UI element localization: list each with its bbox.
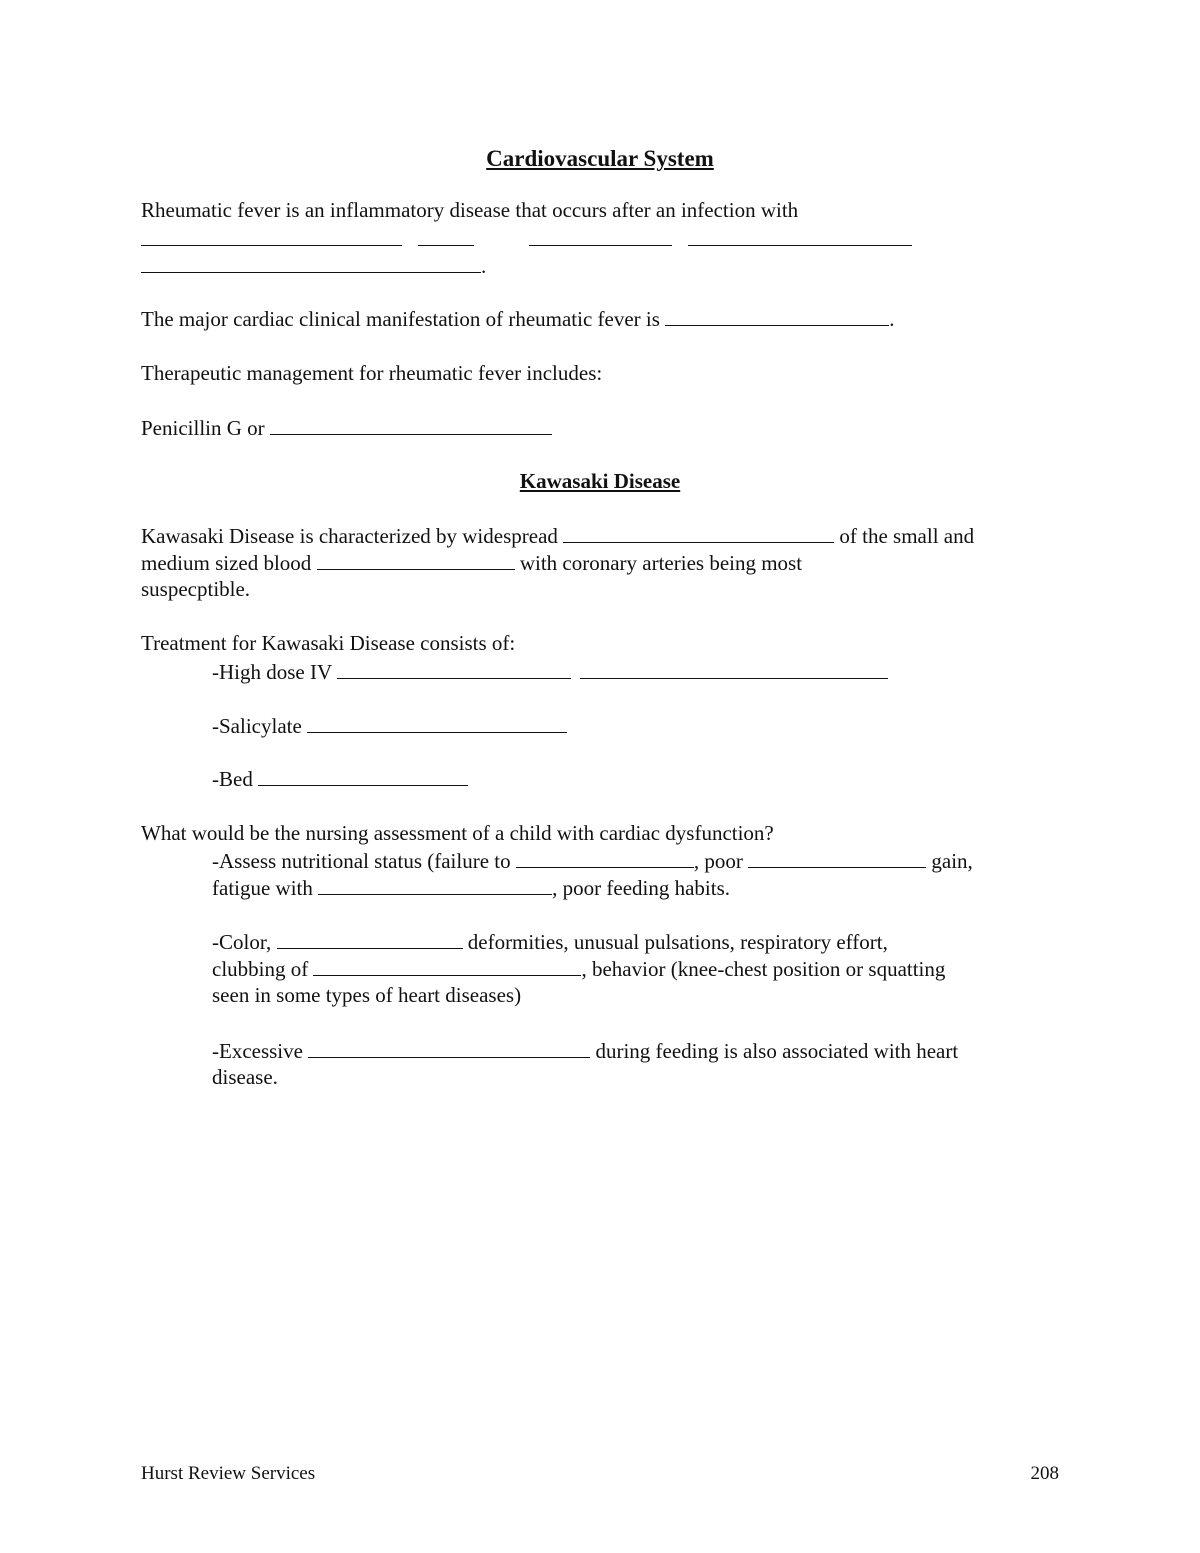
section-heading-kawasaki: Kawasaki Disease — [519, 469, 681, 493]
treatment-label: -High dose IV — [212, 660, 332, 684]
page-number: 208 — [1030, 1463, 1059, 1484]
kawasaki-line-3: suspecptible. — [141, 577, 251, 601]
footer-left: Hurst Review Services — [141, 1463, 316, 1484]
answer-blank[interactable] — [313, 955, 581, 976]
assessment-line-4 — [212, 955, 945, 983]
answer-blank[interactable] — [307, 712, 567, 733]
answer-blank[interactable] — [308, 1037, 590, 1058]
assessment-line-2 — [212, 874, 730, 902]
treatment-label: -Salicylate — [212, 714, 302, 738]
answer-blank[interactable] — [529, 245, 672, 246]
assessment-line-6 — [212, 1037, 958, 1065]
assessment-text: fatigue with — [212, 876, 313, 900]
assessment-line-3 — [212, 928, 888, 956]
answer-blank[interactable] — [317, 549, 515, 570]
answer-blank[interactable] — [688, 245, 912, 246]
assessment-text: , poor feeding habits. — [552, 876, 731, 900]
answer-blank[interactable] — [318, 874, 552, 895]
kawasaki-text: Kawasaki Disease is characterized by widespread — [141, 524, 558, 548]
punctuation: . — [889, 307, 895, 331]
assessment-line-7: disease. — [212, 1065, 278, 1089]
punctuation: . — [481, 254, 487, 278]
rheumatic-intro: Rheumatic fever is an inflammatory disease that occurs after an infection with — [141, 198, 799, 222]
treatment-label: -Bed — [212, 767, 253, 791]
answer-blank[interactable] — [665, 305, 889, 326]
kawasaki-line-2 — [141, 549, 802, 577]
assessment-text: clubbing of — [212, 957, 309, 981]
assessment-text: deformities, unusual pulsations, respiratory effort, — [467, 930, 888, 954]
treatment-item-salicylate — [212, 712, 567, 740]
answer-blank[interactable] — [748, 847, 926, 868]
assessment-text: -Excessive — [212, 1039, 303, 1063]
treatment-text: Treatment for Kawasaki Disease consists of: — [141, 631, 516, 655]
treatment-item-bed — [212, 765, 468, 793]
page-title: Cardiovascular System — [486, 146, 714, 171]
assessment-line-1 — [212, 847, 973, 875]
penicillin-text: Penicillin G or — [141, 416, 265, 440]
answer-blank[interactable] — [141, 272, 481, 273]
assessment-question: What would be the nursing assessment of a child with cardiac dysfunction? — [141, 821, 774, 845]
answer-blank[interactable] — [277, 928, 463, 949]
answer-blank[interactable] — [270, 414, 552, 435]
answer-blank[interactable] — [141, 245, 402, 246]
assessment-line-5: seen in some types of heart diseases) — [212, 983, 522, 1007]
assessment-text: during feeding is also associated with heart — [595, 1039, 959, 1063]
kawasaki-line-1 — [141, 522, 974, 550]
assessment-text: -Color, — [212, 930, 272, 954]
assessment-text: , poor — [693, 849, 743, 873]
manifestation-text: The major cardiac clinical manifestation of rheumatic fever is — [141, 307, 660, 331]
therapy-text: Therapeutic management for rheumatic fever includes: — [141, 361, 603, 385]
answer-blank[interactable] — [563, 522, 834, 543]
treatment-item-iv — [212, 658, 888, 686]
rheumatic-manifestation — [141, 305, 894, 333]
assessment-text: -Assess nutritional status (failure to — [212, 849, 511, 873]
kawasaki-text: medium sized blood — [141, 551, 312, 575]
answer-blank[interactable] — [580, 658, 888, 679]
assessment-text: gain, — [931, 849, 973, 873]
answer-blank[interactable] — [337, 658, 571, 679]
kawasaki-text: of the small and — [839, 524, 975, 548]
kawasaki-text: with coronary arteries being most — [519, 551, 803, 575]
assessment-text: , behavior (knee-chest position or squatting — [581, 957, 946, 981]
answer-blank[interactable] — [258, 765, 468, 786]
answer-blank[interactable] — [418, 245, 474, 246]
answer-blank[interactable] — [516, 847, 694, 868]
penicillin-line — [141, 414, 552, 442]
